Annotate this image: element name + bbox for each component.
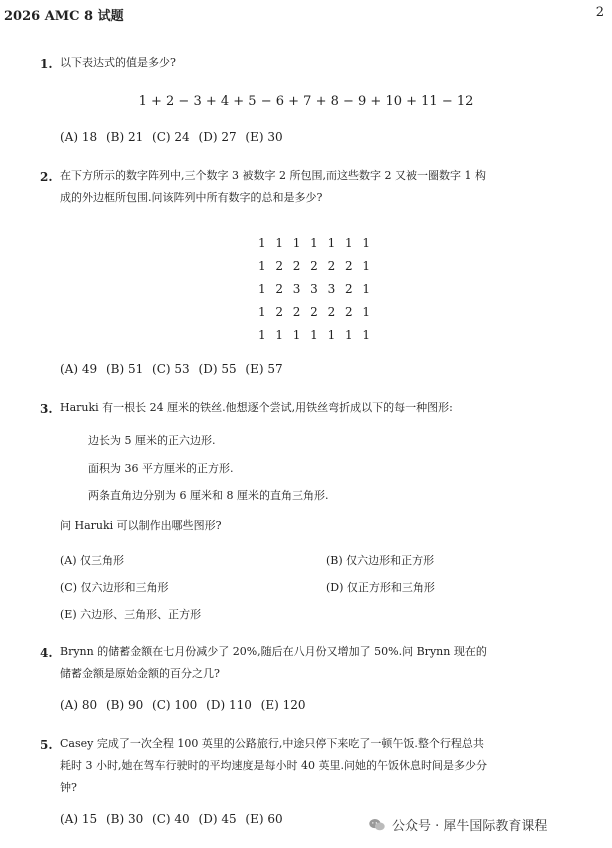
grid-cell: 3 (292, 282, 301, 296)
choice-d: (D) 55 (198, 362, 237, 376)
question-4-line-1: Brynn 的储蓄金额在七月份减少了 20%,随后在八月份又增加了 50%.问 Brynn 现在的 (60, 645, 487, 658)
page-header-title: 2026 AMC 8 试题 (4, 9, 124, 24)
question-2-line-2: 成的外边框所包围.问该阵列中所有数字的总和是多少? (60, 191, 323, 204)
grid-cell: 1 (275, 236, 284, 250)
question-3-number: 3. (40, 402, 53, 416)
grid-cell: 3 (327, 282, 336, 296)
question-5-choices (60, 812, 288, 826)
grid-cell: 2 (292, 305, 301, 319)
grid-cell: 1 (362, 259, 370, 273)
question-3-question: 问 Haruki 可以制作出哪些图形? (60, 519, 222, 532)
question-3-text: Haruki 有一根长 24 厘米的铁丝.他想逐个尝试,用铁丝弯折成以下的每一种图形: (60, 401, 453, 414)
question-3-option-c: (C) 仅六边形和三角形 (60, 581, 169, 594)
question-1-formula: 1 + 2 − 3 + 4 + 5 − 6 + 7 + 8 − 9 + 10 + 11 − 12 (138, 94, 474, 109)
grid-cell: 1 (258, 305, 266, 319)
question-2-choices (60, 362, 288, 376)
question-3-option-e: (E) 六边形、三角形、正方形 (60, 608, 202, 621)
choice-b: (B) 21 (105, 130, 144, 144)
choice-d: (D) 110 (206, 698, 252, 712)
question-3-item-hexagon: 边长为 5 厘米的正六边形. (88, 434, 216, 447)
choice-c: (C) 40 (152, 812, 190, 826)
grid-cell: 2 (275, 305, 284, 319)
question-1-number: 1. (40, 57, 53, 71)
choice-a: (A) 49 (60, 362, 98, 376)
grid-cell: 1 (258, 282, 266, 296)
grid-cell: 2 (275, 282, 284, 296)
grid-cell: 1 (275, 328, 284, 342)
grid-cell: 3 (310, 282, 318, 296)
grid-cell: 2 (327, 305, 336, 319)
question-5-number: 5. (40, 738, 53, 752)
question-5-line-2: 耗时 3 小时,她在驾车行驶时的平均速度是每小时 40 英里.问她的午饭休息时间是多少分 (60, 759, 487, 772)
choice-d: (D) 27 (198, 130, 237, 144)
grid-row (258, 282, 380, 305)
choice-c: (C) 53 (152, 362, 190, 376)
choice-b: (B) 30 (105, 812, 144, 826)
question-2-number: 2. (40, 170, 53, 184)
grid-cell: 1 (258, 328, 266, 342)
grid-cell: 2 (310, 259, 318, 273)
question-3-item-square: 面积为 36 平方厘米的正方形. (88, 462, 234, 475)
choice-c: (C) 100 (152, 698, 198, 712)
grid-row (258, 305, 380, 328)
grid-cell: 1 (292, 236, 301, 250)
number-grid (258, 236, 380, 351)
grid-cell: 2 (327, 259, 336, 273)
grid-cell: 1 (258, 236, 266, 250)
grid-cell: 1 (344, 236, 353, 250)
grid-cell: 1 (258, 259, 266, 273)
choice-e: (E) 30 (245, 130, 283, 144)
choice-a: (A) 15 (60, 812, 98, 826)
question-3-option-a: (A) 仅三角形 (60, 554, 125, 567)
choice-b: (B) 51 (105, 362, 144, 376)
question-1-text: 以下表达式的值是多少? (60, 56, 176, 69)
grid-cell: 1 (362, 282, 370, 296)
question-3-option-d: (D) 仅正方形和三角形 (326, 581, 435, 594)
page-number: 2 (595, 5, 604, 20)
choice-e: (E) 57 (245, 362, 283, 376)
question-2-line-1: 在下方所示的数字阵列中,三个数字 3 被数字 2 所包围,而这些数字 2 又被一圈数字 1 构 (60, 169, 486, 182)
grid-row (258, 236, 380, 259)
grid-cell: 1 (327, 328, 336, 342)
watermark (368, 815, 547, 834)
grid-cell: 1 (362, 328, 370, 342)
grid-cell: 1 (310, 328, 318, 342)
question-3-item-triangle: 两条直角边分别为 6 厘米和 8 厘米的直角三角形. (88, 489, 329, 502)
grid-row (258, 259, 380, 282)
grid-cell: 1 (362, 236, 370, 250)
choice-c: (C) 24 (152, 130, 190, 144)
watermark-text: 公众号 · 犀牛国际教育课程 (392, 819, 548, 834)
choice-d: (D) 45 (198, 812, 237, 826)
choice-a: (A) 80 (60, 698, 98, 712)
wechat-icon (368, 818, 386, 832)
question-3-option-b: (B) 仅六边形和正方形 (326, 554, 435, 567)
grid-cell: 1 (292, 328, 301, 342)
choice-a: (A) 18 (60, 130, 98, 144)
grid-cell: 2 (344, 282, 353, 296)
question-4-choices (60, 698, 311, 712)
choice-b: (B) 90 (105, 698, 144, 712)
question-5-line-3: 钟? (60, 781, 77, 794)
grid-cell: 2 (292, 259, 301, 273)
grid-cell: 2 (275, 259, 284, 273)
question-1-choices (60, 130, 288, 144)
grid-row (258, 328, 380, 351)
grid-cell: 1 (362, 305, 370, 319)
choice-e: (E) 120 (260, 698, 306, 712)
grid-cell: 2 (344, 305, 353, 319)
question-5-line-1: Casey 完成了一次全程 100 英里的公路旅行,中途只停下来吃了一顿午饭.整个行程总共 (60, 737, 484, 750)
grid-cell: 1 (344, 328, 353, 342)
grid-cell: 2 (310, 305, 318, 319)
grid-cell: 2 (344, 259, 353, 273)
choice-e: (E) 60 (245, 812, 283, 826)
question-4-line-2: 储蓄金额是原始金额的百分之几? (60, 667, 220, 680)
question-4-number: 4. (40, 646, 53, 660)
grid-cell: 1 (327, 236, 336, 250)
grid-cell: 1 (310, 236, 318, 250)
